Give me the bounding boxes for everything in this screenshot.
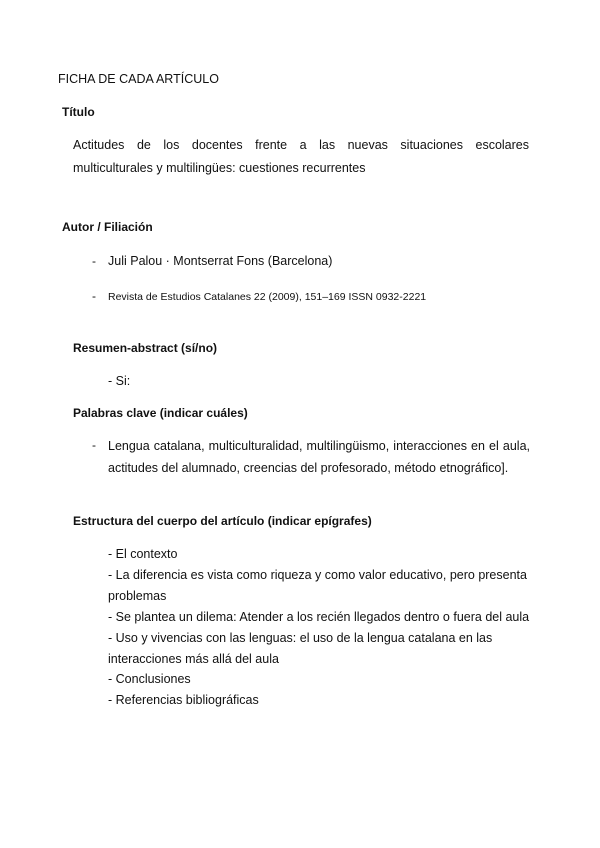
autor-bullet-2: - bbox=[92, 289, 96, 303]
autor-bullet-1: - bbox=[92, 254, 96, 268]
palabras-bullet: - bbox=[92, 438, 96, 452]
estructura-line: - La diferencia es vista como riqueza y como valor educativo, pero presenta bbox=[108, 568, 527, 582]
titulo-line-1: Actitudes de los docentes frente a las nuevas situaciones escolares bbox=[73, 138, 529, 152]
estructura-line: problemas bbox=[108, 589, 167, 603]
titulo-heading: Título bbox=[62, 105, 95, 119]
estructura-heading: Estructura del cuerpo del artículo (indicar epígrafes) bbox=[73, 514, 372, 528]
document-header: FICHA DE CADA ARTÍCULO bbox=[58, 72, 219, 86]
estructura-line: interacciones más allá del aula bbox=[108, 652, 279, 666]
palabras-line-2: actitudes del alumnado, creencias del profesorado, método etnográfico]. bbox=[108, 461, 509, 475]
resumen-heading: Resumen-abstract (sí/no) bbox=[73, 341, 218, 355]
resumen-value: - Si: bbox=[108, 374, 131, 388]
autor-names: Juli Palou · Montserrat Fons (Barcelona) bbox=[108, 254, 333, 268]
estructura-line: - Uso y vivencias con las lenguas: el uso de la lengua catalana en las bbox=[108, 631, 493, 645]
estructura-line: - Se plantea un dilema: Atender a los recién llegados dentro o fuera del aula bbox=[108, 610, 530, 624]
estructura-line: - Conclusiones bbox=[108, 672, 191, 686]
estructura-line: - El contexto bbox=[108, 547, 178, 561]
palabras-line-1: Lengua catalana, multiculturalidad, multilingüismo, interacciones en el aula, bbox=[108, 439, 530, 453]
palabras-heading: Palabras clave (indicar cuáles) bbox=[73, 406, 248, 420]
autor-source: Revista de Estudios Catalanes 22 (2009), 151–169 ISSN 0932-2221 bbox=[108, 291, 427, 303]
estructura-line: - Referencias bibliográficas bbox=[108, 693, 259, 707]
titulo-line-2: multiculturales y multilingües: cuestiones recurrentes bbox=[73, 161, 366, 175]
autor-heading: Autor / Filiación bbox=[62, 220, 153, 234]
